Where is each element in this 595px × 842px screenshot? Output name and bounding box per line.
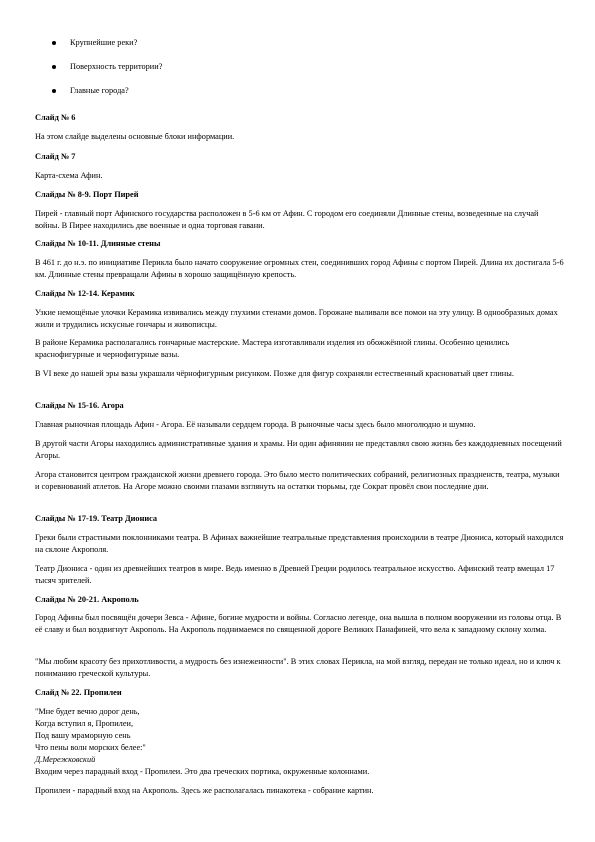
slide-7-text: Карта-схема Афин. — [35, 171, 103, 180]
bullet-icon — [52, 89, 56, 93]
slide-15-heading: Слайды № 15-16. Агора — [35, 401, 124, 410]
question-list — [52, 37, 162, 109]
list-item: Главные города? — [52, 85, 162, 109]
slide-17-heading: Слайды № 17-19. Театр Диониса — [35, 514, 158, 523]
slide-12-text-1: Узкие немощёные улочки Керамика извивались между глухими стенами домов. Горожане выливали все помои на эту улицу. В однообразных домах жили и трудились искусные гончары и живописцы. — [35, 308, 558, 329]
list-item: Крупнейшие реки? — [52, 37, 162, 61]
slide-17-text-1: Греки были страстными поклонниками театра. В Афинах важнейшие театральные представления происходили в театре Диониса, который находился на склоне Акрополя. — [35, 533, 564, 554]
slide-15-text-3: Агора становится центром гражданской жизни древнего города. Это было место политических собраний, религиозных праздненств, театра, музыки и соревнований атлетов. На Агоре можно своими глазами взглянуть на остатки тюрьмы, где Сократ провёл свои последние дни. — [35, 470, 560, 491]
poem-author: Д.Мережковский — [35, 755, 96, 764]
slide-8-text: Пирей - главный порт Афинского государства расположен в 5-6 км от Афин. С городом его соединяли Длинные стены, возведенные на случай войны. В Пирее находились две военные и одна торговая гавани. — [35, 209, 539, 230]
slide-10-text: В 461 г. до н.э. по инициативе Перикла было начато сооружение огромных стен, соединивших город Афины с портом Пирей. Длина их достигала 5-6 км. Длинные стены превращали Афины в хорошо защищённую крепость. — [35, 258, 564, 279]
slide-17-text-2: Театр Диониса - один из древнейших театров в мире. Ведь именно в Древней Греции родилось театральное искусство. Афинский театр вмещал 17 тысяч зрителей. — [35, 564, 555, 585]
slide-6-text: На этом слайде выделены основные блоки информации. — [35, 132, 235, 141]
slide-20-heading: Слайды № 20-21. Акрополь — [35, 595, 139, 604]
slide-12-text-3: В VI веке до нашей эры вазы украшали чёрнофигурным рисунком. Позже для фигур сохраняли естественный красноватый цвет глины. — [35, 369, 514, 378]
slide-10-heading: Слайды № 10-11. Длинные стены — [35, 239, 161, 248]
slide-12-text-2: В районе Керамика располагались гончарные мастерские. Мастера изготавливали изделия из обожжённой глины. Особенно ценились краснофигурные и чернофигурные вазы. — [35, 338, 510, 359]
slide-22-text-1: Входим через парадный вход - Пропилеи. Это два греческих портика, окруженные колоннами. — [35, 767, 370, 776]
slide-12-heading: Слайды № 12-14. Керамик — [35, 289, 135, 298]
bullet-icon — [52, 41, 56, 45]
poem-quote: "Мне будет вечно дорог день, Когда вступил я, Пропилеи, Под вашу мраморную сень Что пены волн морских белее:" — [35, 707, 146, 752]
slide-6-heading: Слайд № 6 — [35, 113, 76, 122]
list-item: Поверхность территории? — [52, 61, 162, 85]
slide-22-text-2: Пропилеи - парадный вход на Акрополь. Здесь же располагалась пинакотека - собрание картин. — [35, 786, 374, 795]
slide-22-heading: Слайд № 22. Пропилеи — [35, 688, 122, 697]
bullet-icon — [52, 65, 56, 69]
slide-7-heading: Слайд № 7 — [35, 152, 76, 161]
slide-15-text-1: Главная рыночная площадь Афин - Агора. Её называли сердцем города. В рыночные часы здесь было многолюдно и шумно. — [35, 420, 476, 429]
slide-20-text-2: "Мы любим красоту без прихотливости, а мудрость без изнеженности". В этих словах Перикла, на мой взгляд, передан не только идеал, но и ключ к пониманию греческой культуры. — [35, 657, 561, 678]
slide-15-text-2: В другой части Агоры находились административные здания и храмы. Ни один афинянин не представлял свою жизнь без каждодневных посещений Агоры. — [35, 439, 562, 460]
slide-20-text-1: Город Афины был посвящён дочери Зевса - Афине, богине мудрости и войны. Согласно легенде, она вышла в полном вооружении из головы отца. В её славу и был воздвигнут Акрополь. На Акрополь поднимаемся по священной дороге Великих Панафиней, что вела к западному склону холма. — [35, 613, 562, 634]
slide-8-heading: Слайды № 8-9. Порт Пирей — [35, 190, 139, 199]
